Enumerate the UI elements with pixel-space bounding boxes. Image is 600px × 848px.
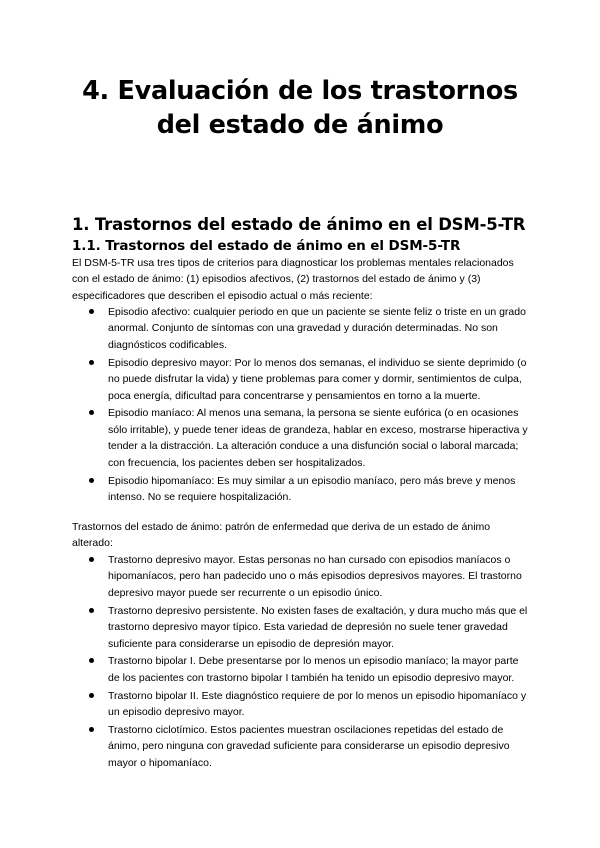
list-item-text: Trastorno ciclotímico. Estos pacientes muestran oscilaciones repetidas del estado de ánimo, pero ninguna con gravedad suficiente para considerarse un episodio depresivo mayor o hipomaníaco. bbox=[108, 724, 510, 769]
list-item bbox=[72, 304, 532, 353]
list-item-text: Trastorno bipolar I. Debe presentarse por lo menos un episodio maníaco; la mayor parte de los pacientes con trastorno bipolar I también ha tenido un episodio depresivo mayor. bbox=[108, 655, 519, 684]
list-item bbox=[72, 405, 532, 471]
bullet-icon bbox=[89, 658, 94, 663]
bullet-icon bbox=[89, 309, 94, 314]
list-item bbox=[72, 722, 532, 771]
bullet-icon bbox=[89, 410, 94, 415]
list-item bbox=[72, 473, 532, 506]
list-item bbox=[72, 688, 532, 721]
list-item-text: Episodio maníaco: Al menos una semana, la persona se siente eufórica (o en ocasiones sólo irritable), y puede tener ideas de grandeza, hablar en exceso, mostrarse hiperactiva y tender a la distracción. La alteración conduce a una disfunción social o laboral marcada; con frecuencia, los pacientes deben ser hospitalizados. bbox=[108, 407, 528, 469]
episodes-list bbox=[72, 304, 532, 507]
section-subheading: 1.1. Trastornos del estado de ánimo en el DSM-5-TR bbox=[72, 238, 461, 254]
list-item bbox=[72, 552, 532, 601]
bullet-icon bbox=[89, 478, 94, 483]
bullet-icon bbox=[89, 608, 94, 613]
list-item bbox=[72, 653, 532, 686]
disorders-intro-paragraph: Trastornos del estado de ánimo: patrón de enfermedad que deriva de un estado de ánimo alterado: bbox=[72, 521, 491, 550]
list-item-text: Episodio hipomaníaco: Es muy similar a un episodio maníaco, pero más breve y menos intenso. No se requiere hospitalización. bbox=[108, 474, 516, 503]
list-item bbox=[72, 603, 532, 652]
list-item-text: Trastorno bipolar II. Este diagnóstico requiere de por lo menos un episodio hipomaníaco y un episodio depresivo mayor. bbox=[108, 689, 527, 719]
bullet-icon bbox=[89, 693, 94, 698]
list-item bbox=[72, 355, 532, 404]
bullet-icon bbox=[89, 360, 94, 365]
list-item-text: Episodio depresivo mayor: Por lo menos dos semanas, el individuo se siente deprimido (o no puede disfrutar la vida) y tiene problemas para comer y dormir, sentimientos de culpa, poca energía, dificultad para concentrarse y pensamientos en torno a la muerte. bbox=[108, 356, 527, 402]
bullet-icon bbox=[89, 727, 94, 732]
list-item-text: Trastorno depresivo mayor. Estas personas no han cursado con episodios maníacos o hipomaníacos, pero han padecido uno o más episodios depresivos mayores. El trastorno depresivo mayor puede ser recurrente o un episodio único. bbox=[108, 554, 522, 599]
intro-paragraph: El DSM-5-TR usa tres tipos de criterios para diagnosticar los problemas mentales relacionados con el estado de ánimo: (1) episodios afectivos, (2) trastornos del estado de ánimo y (3) especificadores que describen el episodio actual o más reciente: bbox=[72, 257, 514, 302]
bullet-icon bbox=[89, 557, 94, 562]
page-title bbox=[0, 74, 600, 142]
section-heading: 1. Trastornos del estado de ánimo en el DSM-5-TR bbox=[72, 215, 526, 234]
list-item-text: Episodio afectivo: cualquier periodo en que un paciente se siente feliz o triste en un grado anormal. Conjunto de síntomas con una gravedad y duración determinadas. No son diagnósticos codificables. bbox=[108, 306, 526, 351]
page-title-line-1: 4. Evaluación de los trastornos bbox=[82, 76, 518, 106]
list-item-text: Trastorno depresivo persistente. No existen fases de exaltación, y dura mucho más que el trastorno depresivo mayor típico. Esta variedad de depresión no suele tener gravedad suficiente para considerarse un episodio de depresión mayor. bbox=[108, 604, 528, 650]
page-title-line-2: del estado de ánimo bbox=[156, 110, 444, 140]
disorders-list bbox=[72, 552, 532, 773]
